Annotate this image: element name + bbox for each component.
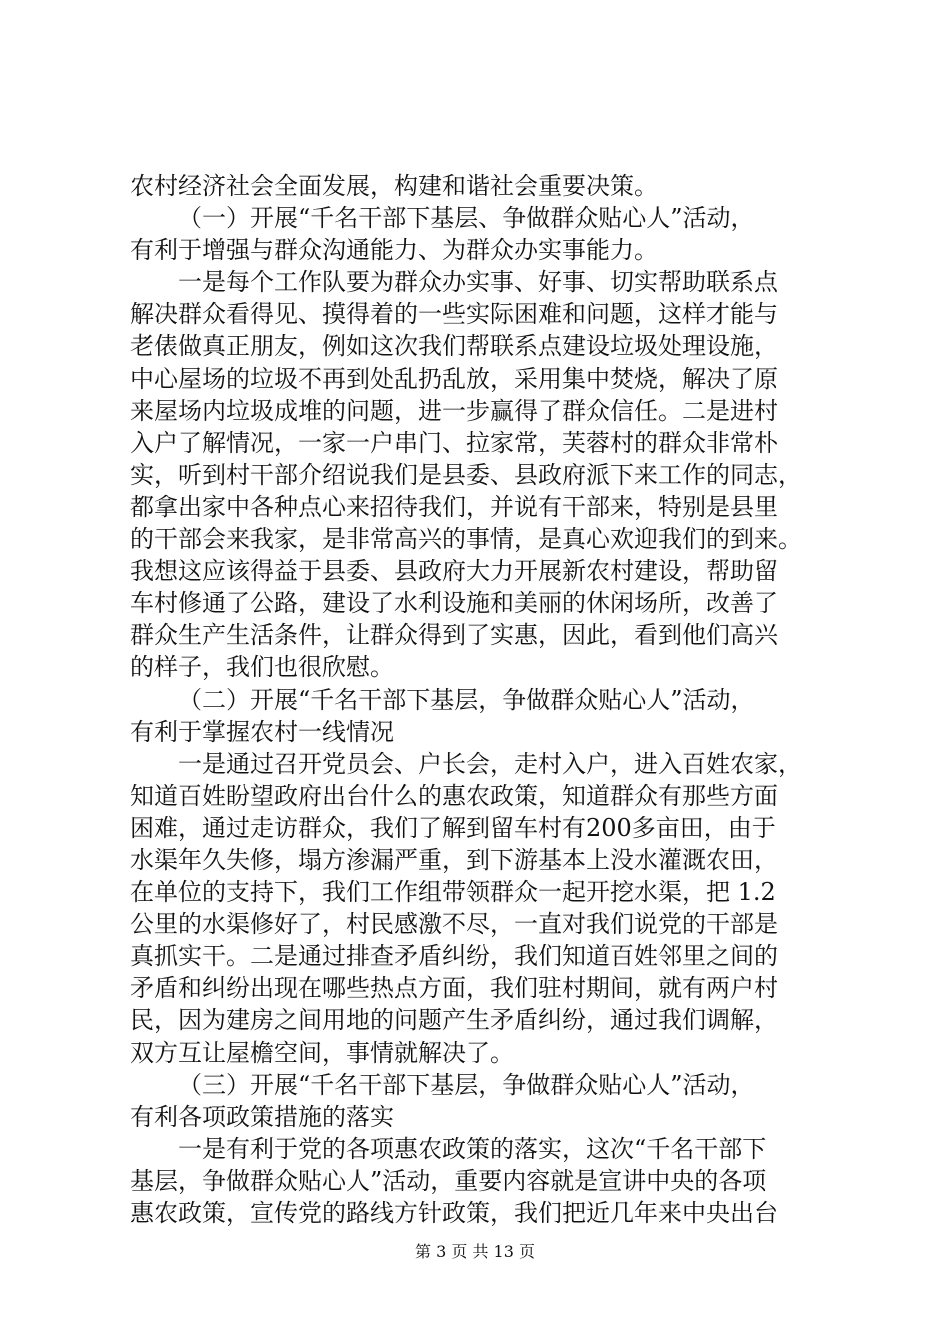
text-line: （三）开展“千名干部下基层，争做群众贴心人”活动， xyxy=(178,1070,755,1099)
text-line: 双方互让屋檐空间，事情就解决了。 xyxy=(130,1038,514,1067)
text-line: 我想这应该得益于县委、县政府大力开展新农村建设，帮助留 xyxy=(130,557,778,586)
text-line: 矛盾和纠纷出现在哪些热点方面，我们驻村期间，就有两户村 xyxy=(130,974,778,1003)
text-line: 在单位的支持下，我们工作组带领群众一起开挖水渠，把 1.2 xyxy=(130,878,776,907)
text-line: 解决群众看得见、摸得着的一些实际困难和问题，这样才能与 xyxy=(130,300,778,329)
text-line: 有利于增强与群众沟通能力、为群众办实事能力。 xyxy=(130,236,658,265)
text-line: 有利各项政策措施的落实 xyxy=(130,1102,394,1131)
text-line: 都拿出家中各种点心来招待我们，并说有干部来，特别是县里 xyxy=(130,492,778,521)
text-line: 民，因为建房之间用地的问题产生矛盾纠纷，通过我们调解， xyxy=(130,1006,778,1035)
text-line: 困难，通过走访群众，我们了解到留车村有200多亩田，由于 xyxy=(130,813,776,842)
text-line: 老俵做真正朋友，例如这次我们帮联系点建设垃圾处理设施， xyxy=(130,332,778,361)
text-line: 中心屋场的垃圾不再到处乱扔乱放，采用集中焚烧，解决了原 xyxy=(130,364,778,393)
text-line: 有利于掌握农村一线情况 xyxy=(130,717,394,746)
text-line: 实，听到村干部介绍说我们是县委、县政府派下来工作的同志， xyxy=(130,460,802,489)
text-line: 的干部会来我家，是非常高兴的事情，是真心欢迎我们的到来。 xyxy=(130,525,802,554)
text-line: 车村修通了公路，建设了水利设施和美丽的休闲场所，改善了 xyxy=(130,589,778,618)
text-line: （一）开展“千名干部下基层、争做群众贴心人”活动， xyxy=(178,204,755,233)
document-body xyxy=(130,170,830,1229)
text-line: 惠农政策，宣传党的路线方针政策，我们把近几年来中央出台 xyxy=(130,1199,778,1227)
text-line: 一是通过召开党员会、户长会，走村入户，进入百姓农家， xyxy=(178,749,802,778)
text-line: 来屋场内垃圾成堆的问题，进一步赢得了群众信任。二是进村 xyxy=(130,396,778,425)
text-line: 群众生产生活条件，让群众得到了实惠，因此，看到他们高兴 xyxy=(130,621,778,650)
text-line: 水渠年久失修，塌方渗漏严重，到下游基本上没水灌溉农田， xyxy=(130,845,778,874)
text-line: 真抓实干。二是通过排查矛盾纠纷，我们知道百姓邻里之间的 xyxy=(130,942,778,971)
text-line: 入户了解情况，一家一户串门、拉家常，芙蓉村的群众非常朴 xyxy=(130,428,778,457)
text-line: 一是有利于党的各项惠农政策的落实，这次“千名干部下 xyxy=(178,1134,767,1163)
text-line: 知道百姓盼望政府出台什么的惠农政策，知道群众有那些方面 xyxy=(130,781,778,810)
text-line: 的样子，我们也很欣慰。 xyxy=(130,653,394,682)
text-line: 基层，争做群众贴心人”活动，重要内容就是宣讲中央的各项 xyxy=(130,1166,767,1195)
page-footer: 第 3 页 共 13 页 xyxy=(415,1242,535,1261)
text-line: 农村经济社会全面发展，构建和谐社会重要决策。 xyxy=(130,172,658,200)
text-line: （二）开展“千名干部下基层，争做群众贴心人”活动， xyxy=(178,685,755,714)
text-line: 公里的水渠修好了，村民感激不尽，一直对我们说党的干部是 xyxy=(130,910,778,939)
text-line: 一是每个工作队要为群众办实事、好事、切实帮助联系点 xyxy=(178,268,778,297)
